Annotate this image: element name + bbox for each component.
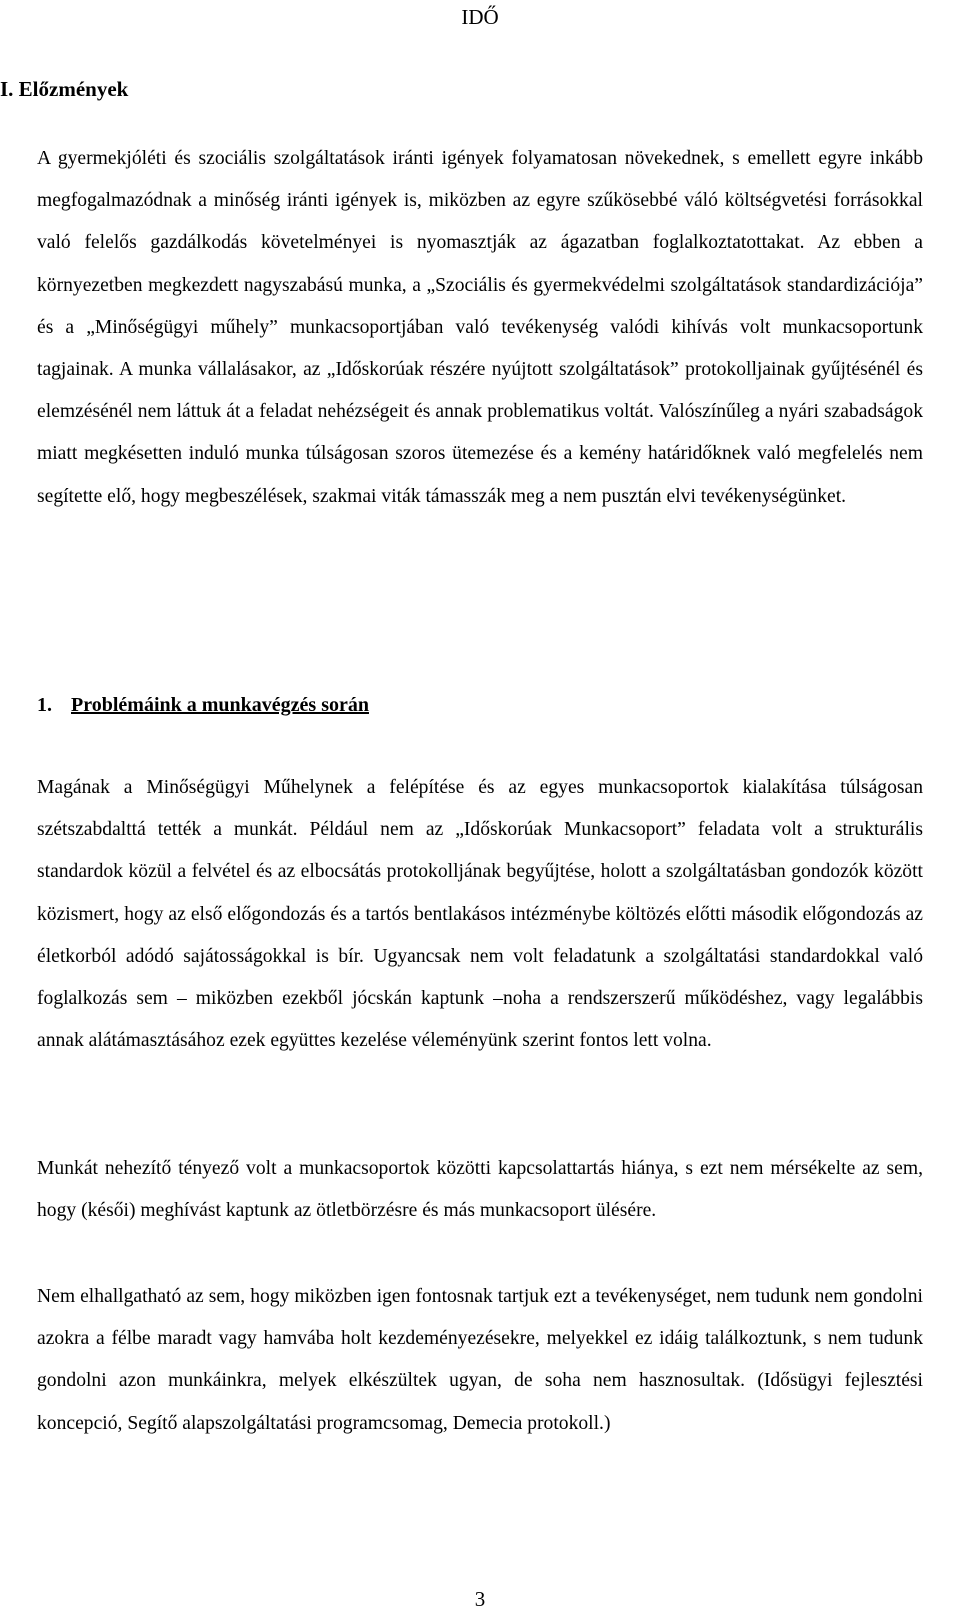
paragraph-problems: Magának a Minőségügyi Műhelynek a felépítése és az egyes munkacsoportok kialakítása túlságosan szétszabdalttá tették a munkát. Például nem az „Időskorúak Munkacsoport” feladata volt a strukturális standardok közül a felvétel és az elbocsátás protokolljának begyűjtése, holott a szolgáltatásban gondozók között közismert, hogy az első előgondozás és a tartós bentlakásos intézménybe költözés előtti második előgondozás az életkorból adódó sajátosságokkal is bír. Ugyancsak nem volt feladatunk a szolgáltatási standardokkal való foglalkozás sem – miközben ezekből jócskán kaptunk –noha a rendszerszerű működéshez, vagy legalábbis annak alátámasztásához ezek együttes kezelése véleményünk szerint fontos lett volna. [37,777,923,1052]
page-number: 3 [474,1587,486,1611]
subheading-title: Problémáink a munkavégzés során [71,694,369,716]
subheading [37,690,369,720]
subheading-number: 1. [37,694,52,716]
paragraph-contact: Munkát nehezítő tényező volt a munkacsoportok közötti kapcsolattartás hiánya, s ezt nem mérsékelte az sem, hogy (késői) meghívást kaptunk az ötletbörzésre és más munkacsoport ülésére. [37,1158,923,1222]
paragraph-unused: Nem elhallgatható az sem, hogy miközben igen fontosnak tartjuk ezt a tevékenységet, nem tudunk nem gondolni azokra a félbe maradt vagy hamvába holt kezdeményezésekre, melyekkel ez idáig találkoztunk, s nem tudunk gondolni azon munkáinkra, melyek elkészültek ugyan, de soha nem hasznosultak. (Idősügyi fejlesztési koncepció, Segítő alapszolgáltatási programcsomag, Demecia protokoll.) [37,1286,923,1434]
paragraph-intro: A gyermekjóléti és szociális szolgáltatások iránti igények folyamatosan növekednek, s emellett egyre inkább megfogalmazódnak a minőség iránti igények is, miközben az egyre szűkösebbé váló költségvetési forrásokkal való felelős gazdálkodás követelményei is nyomasztják az ágazatban foglalkoztatottakat. Az ebben a környezetben megkezdett nagyszabású munka, a „Szociális és gyermekvédelmi szolgáltatások standardizációja” és a „Minőségügyi műhely” munkacsoportjában való tevékenység valódi kihívás volt munkacsoportunk tagjainak. A munka vállalásakor, az „Időskorúak részére nyújtott szolgáltatások” protokolljainak gyűjtésénél és elemzésénél nem láttuk át a feladat nehézségeit és annak problematikus voltát. Valószínűleg a nyári szabadságok miatt megkésetten induló munka túlságosan szoros ütemezése és a kemény határidőknek való megfelelés nem segítette elő, hogy megbeszélések, szakmai viták támasszák meg a nem pusztán elvi tevékenységünket. [37,148,923,507]
section-title: I. Előzmények [0,77,129,101]
page-header: IDŐ [461,5,499,29]
